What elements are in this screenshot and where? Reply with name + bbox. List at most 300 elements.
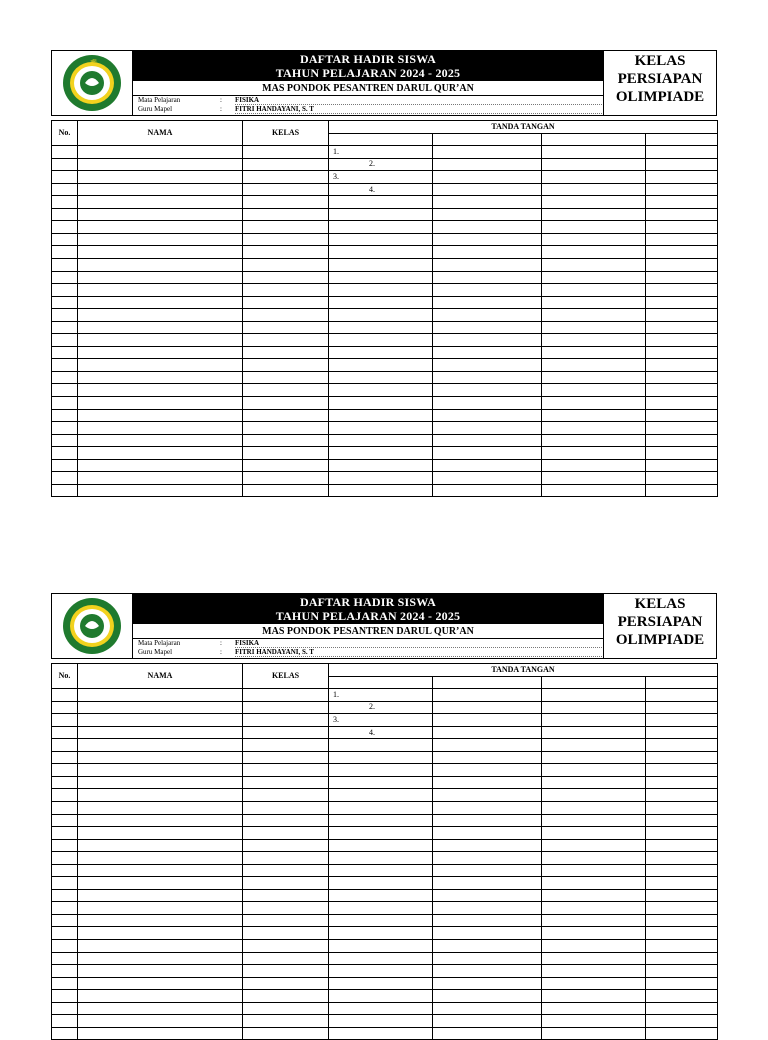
cell-no[interactable] (52, 384, 78, 397)
cell-no[interactable] (52, 409, 78, 422)
cell-nama[interactable] (78, 927, 243, 940)
cell-signature[interactable] (542, 726, 646, 739)
cell-signature[interactable] (329, 221, 433, 234)
cell-signature[interactable] (329, 1027, 433, 1040)
cell-kelas[interactable] (243, 371, 329, 384)
cell-kelas[interactable] (243, 309, 329, 322)
cell-no[interactable] (52, 271, 78, 284)
cell-kelas[interactable] (243, 726, 329, 739)
cell-nama[interactable] (78, 146, 243, 159)
cell-signature[interactable] (542, 977, 646, 990)
cell-signature[interactable] (433, 346, 542, 359)
cell-kelas[interactable] (243, 346, 329, 359)
signature-number[interactable]: 4. (329, 726, 433, 739)
cell-signature[interactable] (646, 447, 718, 460)
cell-kelas[interactable] (243, 259, 329, 272)
cell-nama[interactable] (78, 1002, 243, 1015)
cell-kelas[interactable] (243, 914, 329, 927)
cell-nama[interactable] (78, 977, 243, 990)
cell-signature[interactable] (542, 952, 646, 965)
cell-no[interactable] (52, 764, 78, 777)
cell-signature[interactable] (542, 852, 646, 865)
cell-signature[interactable] (433, 764, 542, 777)
cell-signature[interactable] (542, 776, 646, 789)
cell-nama[interactable] (78, 208, 243, 221)
cell-nama[interactable] (78, 296, 243, 309)
cell-no[interactable] (52, 739, 78, 752)
cell-kelas[interactable] (243, 1015, 329, 1028)
cell-signature[interactable] (646, 726, 718, 739)
cell-no[interactable] (52, 1002, 78, 1015)
cell-kelas[interactable] (243, 321, 329, 334)
cell-signature[interactable] (542, 459, 646, 472)
cell-kelas[interactable] (243, 397, 329, 410)
cell-signature[interactable] (329, 208, 433, 221)
cell-signature[interactable] (542, 889, 646, 902)
cell-signature[interactable] (646, 183, 718, 196)
cell-signature[interactable] (433, 839, 542, 852)
cell-signature[interactable] (646, 902, 718, 915)
cell-signature[interactable] (329, 384, 433, 397)
cell-signature[interactable] (329, 484, 433, 497)
cell-no[interactable] (52, 889, 78, 902)
cell-no[interactable] (52, 472, 78, 485)
cell-nama[interactable] (78, 384, 243, 397)
cell-signature[interactable] (646, 751, 718, 764)
cell-signature[interactable] (646, 434, 718, 447)
cell-no[interactable] (52, 940, 78, 953)
cell-nama[interactable] (78, 422, 243, 435)
cell-signature[interactable] (329, 459, 433, 472)
cell-nama[interactable] (78, 776, 243, 789)
cell-signature[interactable] (646, 739, 718, 752)
cell-signature[interactable] (646, 321, 718, 334)
cell-signature[interactable] (329, 434, 433, 447)
cell-signature[interactable] (646, 689, 718, 702)
cell-signature[interactable] (646, 990, 718, 1003)
cell-signature[interactable] (433, 196, 542, 209)
cell-signature[interactable] (646, 146, 718, 159)
cell-signature[interactable] (646, 397, 718, 410)
cell-signature[interactable] (646, 1015, 718, 1028)
cell-signature[interactable] (542, 1027, 646, 1040)
cell-no[interactable] (52, 171, 78, 184)
cell-no[interactable] (52, 1015, 78, 1028)
cell-signature[interactable] (433, 208, 542, 221)
cell-no[interactable] (52, 459, 78, 472)
cell-nama[interactable] (78, 221, 243, 234)
cell-signature[interactable] (542, 914, 646, 927)
cell-signature[interactable] (329, 1002, 433, 1015)
cell-signature[interactable] (433, 726, 542, 739)
cell-signature[interactable] (646, 776, 718, 789)
cell-signature[interactable] (542, 208, 646, 221)
cell-signature[interactable] (433, 309, 542, 322)
cell-signature[interactable] (542, 284, 646, 297)
cell-no[interactable] (52, 877, 78, 890)
cell-no[interactable] (52, 689, 78, 702)
cell-no[interactable] (52, 334, 78, 347)
cell-kelas[interactable] (243, 802, 329, 815)
cell-nama[interactable] (78, 714, 243, 727)
cell-signature[interactable] (329, 196, 433, 209)
cell-signature[interactable] (646, 814, 718, 827)
cell-no[interactable] (52, 977, 78, 990)
cell-signature[interactable] (329, 284, 433, 297)
cell-signature[interactable] (542, 409, 646, 422)
cell-signature[interactable] (329, 233, 433, 246)
cell-signature[interactable] (646, 233, 718, 246)
cell-kelas[interactable] (243, 359, 329, 372)
cell-signature[interactable] (646, 309, 718, 322)
cell-signature[interactable] (542, 183, 646, 196)
cell-signature[interactable] (433, 802, 542, 815)
cell-kelas[interactable] (243, 472, 329, 485)
cell-no[interactable] (52, 296, 78, 309)
cell-nama[interactable] (78, 346, 243, 359)
cell-kelas[interactable] (243, 689, 329, 702)
cell-no[interactable] (52, 714, 78, 727)
cell-nama[interactable] (78, 726, 243, 739)
cell-nama[interactable] (78, 1027, 243, 1040)
cell-nama[interactable] (78, 334, 243, 347)
cell-no[interactable] (52, 990, 78, 1003)
cell-no[interactable] (52, 259, 78, 272)
cell-kelas[interactable] (243, 459, 329, 472)
cell-signature[interactable] (433, 371, 542, 384)
cell-signature[interactable] (433, 701, 542, 714)
cell-signature[interactable] (329, 965, 433, 978)
cell-signature[interactable] (433, 877, 542, 890)
cell-kelas[interactable] (243, 990, 329, 1003)
cell-signature[interactable] (433, 246, 542, 259)
cell-kelas[interactable] (243, 714, 329, 727)
cell-no[interactable] (52, 208, 78, 221)
cell-signature[interactable] (433, 397, 542, 410)
cell-no[interactable] (52, 346, 78, 359)
cell-signature[interactable] (542, 827, 646, 840)
cell-signature[interactable] (329, 321, 433, 334)
cell-signature[interactable] (542, 246, 646, 259)
cell-signature[interactable] (646, 1002, 718, 1015)
cell-signature[interactable] (433, 1027, 542, 1040)
cell-signature[interactable] (646, 940, 718, 953)
cell-signature[interactable] (433, 714, 542, 727)
cell-signature[interactable] (542, 321, 646, 334)
cell-signature[interactable] (542, 689, 646, 702)
cell-signature[interactable] (646, 221, 718, 234)
cell-signature[interactable] (433, 359, 542, 372)
cell-kelas[interactable] (243, 447, 329, 460)
cell-signature[interactable] (542, 1002, 646, 1015)
cell-signature[interactable] (646, 877, 718, 890)
cell-signature[interactable] (329, 940, 433, 953)
cell-signature[interactable] (542, 447, 646, 460)
cell-no[interactable] (52, 776, 78, 789)
cell-no[interactable] (52, 447, 78, 460)
cell-kelas[interactable] (243, 814, 329, 827)
cell-no[interactable] (52, 484, 78, 497)
cell-signature[interactable] (646, 259, 718, 272)
cell-signature[interactable] (542, 296, 646, 309)
cell-kelas[interactable] (243, 171, 329, 184)
cell-no[interactable] (52, 914, 78, 927)
cell-signature[interactable] (433, 689, 542, 702)
cell-nama[interactable] (78, 839, 243, 852)
cell-signature[interactable] (646, 802, 718, 815)
cell-signature[interactable] (646, 208, 718, 221)
cell-signature[interactable] (646, 158, 718, 171)
cell-nama[interactable] (78, 321, 243, 334)
cell-signature[interactable] (542, 346, 646, 359)
cell-nama[interactable] (78, 914, 243, 927)
cell-no[interactable] (52, 827, 78, 840)
cell-signature[interactable] (646, 371, 718, 384)
cell-no[interactable] (52, 814, 78, 827)
cell-signature[interactable] (646, 271, 718, 284)
cell-signature[interactable] (646, 852, 718, 865)
cell-no[interactable] (52, 309, 78, 322)
cell-signature[interactable] (542, 701, 646, 714)
cell-signature[interactable] (542, 814, 646, 827)
cell-signature[interactable] (329, 346, 433, 359)
cell-signature[interactable] (542, 472, 646, 485)
cell-signature[interactable] (433, 422, 542, 435)
cell-signature[interactable] (329, 422, 433, 435)
cell-signature[interactable] (542, 990, 646, 1003)
cell-no[interactable] (52, 397, 78, 410)
cell-no[interactable] (52, 434, 78, 447)
cell-signature[interactable] (433, 259, 542, 272)
cell-signature[interactable] (646, 889, 718, 902)
cell-signature[interactable] (433, 284, 542, 297)
cell-nama[interactable] (78, 309, 243, 322)
cell-kelas[interactable] (243, 776, 329, 789)
cell-signature[interactable] (329, 334, 433, 347)
cell-nama[interactable] (78, 739, 243, 752)
cell-signature[interactable] (542, 484, 646, 497)
cell-signature[interactable] (433, 952, 542, 965)
cell-signature[interactable] (329, 914, 433, 927)
cell-signature[interactable] (542, 802, 646, 815)
cell-nama[interactable] (78, 990, 243, 1003)
cell-kelas[interactable] (243, 434, 329, 447)
cell-no[interactable] (52, 221, 78, 234)
cell-signature[interactable] (433, 447, 542, 460)
cell-signature[interactable] (646, 977, 718, 990)
cell-signature[interactable] (646, 196, 718, 209)
cell-signature[interactable] (646, 296, 718, 309)
cell-nama[interactable] (78, 852, 243, 865)
cell-signature[interactable] (542, 221, 646, 234)
cell-nama[interactable] (78, 764, 243, 777)
cell-nama[interactable] (78, 814, 243, 827)
cell-kelas[interactable] (243, 384, 329, 397)
cell-signature[interactable] (329, 764, 433, 777)
cell-signature[interactable] (542, 751, 646, 764)
cell-signature[interactable] (646, 701, 718, 714)
cell-signature[interactable] (542, 146, 646, 159)
cell-signature[interactable] (433, 233, 542, 246)
cell-kelas[interactable] (243, 827, 329, 840)
cell-kelas[interactable] (243, 764, 329, 777)
cell-signature[interactable] (542, 965, 646, 978)
cell-signature[interactable] (433, 459, 542, 472)
cell-signature[interactable] (542, 233, 646, 246)
cell-signature[interactable] (329, 852, 433, 865)
cell-kelas[interactable] (243, 789, 329, 802)
cell-signature[interactable] (542, 864, 646, 877)
cell-signature[interactable] (646, 346, 718, 359)
cell-signature[interactable] (329, 902, 433, 915)
cell-nama[interactable] (78, 889, 243, 902)
cell-nama[interactable] (78, 689, 243, 702)
cell-signature[interactable] (433, 171, 542, 184)
signature-number[interactable]: 3. (329, 714, 433, 727)
cell-no[interactable] (52, 359, 78, 372)
cell-kelas[interactable] (243, 927, 329, 940)
cell-signature[interactable] (433, 814, 542, 827)
cell-signature[interactable] (542, 271, 646, 284)
cell-signature[interactable] (433, 183, 542, 196)
cell-signature[interactable] (433, 484, 542, 497)
cell-signature[interactable] (329, 259, 433, 272)
cell-signature[interactable] (329, 739, 433, 752)
cell-signature[interactable] (646, 484, 718, 497)
cell-signature[interactable] (329, 447, 433, 460)
cell-kelas[interactable] (243, 889, 329, 902)
cell-nama[interactable] (78, 183, 243, 196)
cell-signature[interactable] (646, 409, 718, 422)
signature-number[interactable]: 2. (329, 158, 433, 171)
cell-signature[interactable] (433, 434, 542, 447)
cell-nama[interactable] (78, 196, 243, 209)
cell-signature[interactable] (646, 334, 718, 347)
cell-signature[interactable] (433, 409, 542, 422)
cell-nama[interactable] (78, 397, 243, 410)
cell-signature[interactable] (433, 334, 542, 347)
cell-signature[interactable] (646, 472, 718, 485)
cell-nama[interactable] (78, 802, 243, 815)
cell-signature[interactable] (329, 789, 433, 802)
cell-signature[interactable] (329, 1015, 433, 1028)
cell-signature[interactable] (646, 359, 718, 372)
cell-signature[interactable] (646, 171, 718, 184)
cell-no[interactable] (52, 422, 78, 435)
cell-kelas[interactable] (243, 852, 329, 865)
cell-kelas[interactable] (243, 196, 329, 209)
cell-kelas[interactable] (243, 902, 329, 915)
cell-signature[interactable] (329, 814, 433, 827)
cell-no[interactable] (52, 321, 78, 334)
cell-nama[interactable] (78, 940, 243, 953)
cell-signature[interactable] (542, 334, 646, 347)
cell-nama[interactable] (78, 233, 243, 246)
cell-kelas[interactable] (243, 246, 329, 259)
cell-signature[interactable] (646, 422, 718, 435)
cell-signature[interactable] (329, 472, 433, 485)
cell-no[interactable] (52, 927, 78, 940)
cell-kelas[interactable] (243, 208, 329, 221)
cell-nama[interactable] (78, 965, 243, 978)
cell-kelas[interactable] (243, 701, 329, 714)
cell-signature[interactable] (433, 864, 542, 877)
cell-signature[interactable] (433, 158, 542, 171)
cell-nama[interactable] (78, 459, 243, 472)
cell-signature[interactable] (646, 914, 718, 927)
cell-nama[interactable] (78, 701, 243, 714)
cell-kelas[interactable] (243, 271, 329, 284)
cell-kelas[interactable] (243, 965, 329, 978)
cell-signature[interactable] (329, 877, 433, 890)
cell-signature[interactable] (646, 839, 718, 852)
cell-signature[interactable] (542, 434, 646, 447)
cell-signature[interactable] (433, 852, 542, 865)
cell-kelas[interactable] (243, 940, 329, 953)
cell-kelas[interactable] (243, 952, 329, 965)
cell-signature[interactable] (433, 914, 542, 927)
cell-no[interactable] (52, 246, 78, 259)
cell-signature[interactable] (329, 927, 433, 940)
cell-kelas[interactable] (243, 334, 329, 347)
cell-signature[interactable] (329, 889, 433, 902)
cell-nama[interactable] (78, 952, 243, 965)
cell-signature[interactable] (542, 789, 646, 802)
cell-signature[interactable] (433, 1002, 542, 1015)
cell-signature[interactable] (433, 221, 542, 234)
cell-kelas[interactable] (243, 1027, 329, 1040)
cell-nama[interactable] (78, 284, 243, 297)
cell-signature[interactable] (646, 1027, 718, 1040)
cell-signature[interactable] (646, 952, 718, 965)
cell-signature[interactable] (433, 927, 542, 940)
cell-signature[interactable] (329, 776, 433, 789)
cell-kelas[interactable] (243, 284, 329, 297)
cell-nama[interactable] (78, 158, 243, 171)
cell-no[interactable] (52, 802, 78, 815)
cell-signature[interactable] (329, 802, 433, 815)
cell-signature[interactable] (646, 965, 718, 978)
cell-no[interactable] (52, 284, 78, 297)
cell-signature[interactable] (433, 902, 542, 915)
cell-signature[interactable] (329, 751, 433, 764)
cell-signature[interactable] (542, 397, 646, 410)
cell-signature[interactable] (329, 827, 433, 840)
cell-nama[interactable] (78, 409, 243, 422)
cell-nama[interactable] (78, 271, 243, 284)
cell-signature[interactable] (542, 877, 646, 890)
cell-signature[interactable] (433, 751, 542, 764)
cell-no[interactable] (52, 726, 78, 739)
cell-no[interactable] (52, 233, 78, 246)
cell-nama[interactable] (78, 359, 243, 372)
cell-signature[interactable] (542, 171, 646, 184)
cell-signature[interactable] (433, 321, 542, 334)
cell-signature[interactable] (646, 284, 718, 297)
cell-signature[interactable] (542, 158, 646, 171)
cell-signature[interactable] (542, 259, 646, 272)
cell-signature[interactable] (329, 359, 433, 372)
cell-nama[interactable] (78, 246, 243, 259)
cell-kelas[interactable] (243, 739, 329, 752)
cell-signature[interactable] (646, 714, 718, 727)
cell-signature[interactable] (433, 965, 542, 978)
cell-nama[interactable] (78, 751, 243, 764)
cell-signature[interactable] (646, 246, 718, 259)
cell-signature[interactable] (646, 927, 718, 940)
cell-signature[interactable] (433, 940, 542, 953)
cell-kelas[interactable] (243, 221, 329, 234)
